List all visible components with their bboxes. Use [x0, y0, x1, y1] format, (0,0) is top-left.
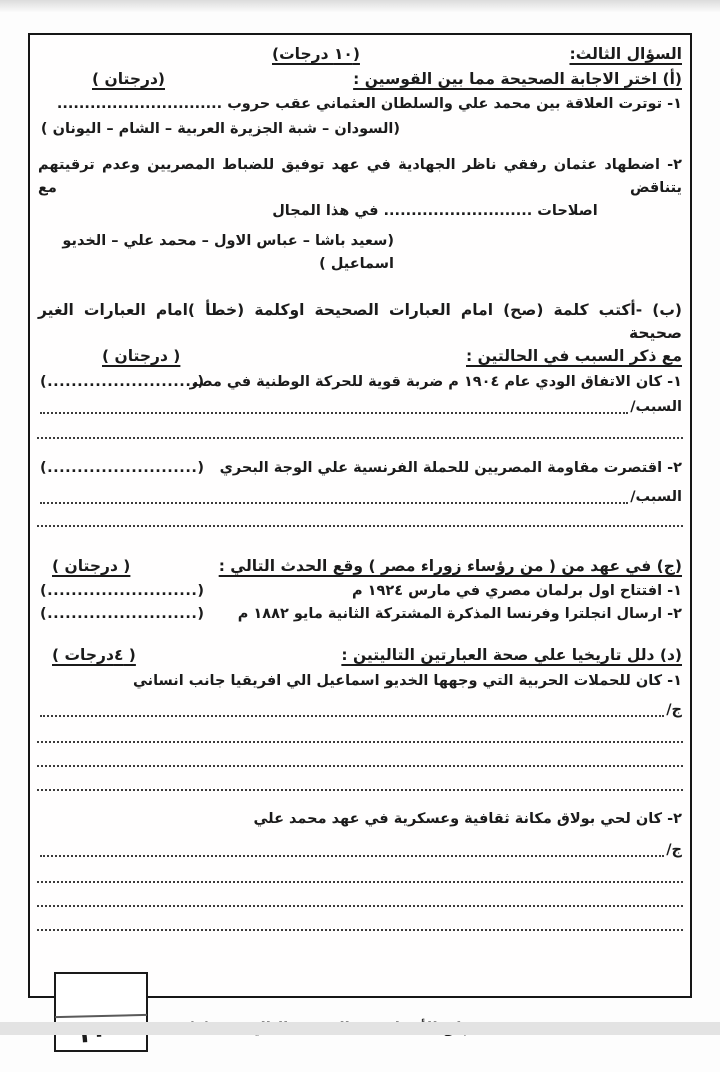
section-b-question-1-answer-blank: (.........................) — [40, 374, 205, 390]
section-d-question-1: ١- كان للحملات الحربية التي وجهها الخديو اسماعيل الي افريقيا جانب انساني — [132, 673, 682, 689]
section-b-question-1 — [30, 371, 690, 394]
section-b-heading-row2 — [30, 345, 690, 368]
scan-top-edge — [0, 0, 720, 12]
answer-2-dotted-leader — [40, 841, 664, 857]
section-a-question-2-line2: اصلاحات ........................... في هذا المجال — [272, 203, 598, 219]
section-d-heading-row — [30, 644, 690, 667]
exam-paper-frame — [28, 33, 692, 998]
section-a-heading-row — [30, 68, 690, 91]
score-box-divider — [55, 1014, 147, 1018]
scan-bottom-edge — [0, 1022, 720, 1035]
total-marks: (١٠ درجات) — [272, 45, 360, 63]
section-b-marks: ( درجتان ) — [102, 347, 181, 365]
section-c-question-1 — [30, 580, 690, 603]
section-a-marks: (درجتان ) — [92, 70, 165, 88]
answer-dotted-line — [37, 753, 683, 767]
section-b-question-1-text: ١- كان الاتفاق الودي عام ١٩٠٤ م ضربة قوية للحركة الوطنية في مصر — [189, 374, 682, 390]
section-c-question-2-text: ٢- ارسال انجلترا وفرنسا المذكرة المشتركة الثانية مايو ١٨٨٢ م — [237, 606, 682, 622]
section-b-question-2-answer-blank: (.........................) — [40, 460, 205, 476]
answer-label: ج/ — [666, 702, 682, 718]
section-a-heading: (أ) اختر الاجابة الصحيحة مما بين القوسين : — [353, 70, 682, 88]
section-c-question-1-answer-blank: (.........................) — [40, 583, 205, 599]
answer-dotted-line — [37, 513, 683, 527]
section-a-question-2-line1: ٢- اضطهاد عثمان رفقي ناظر الجهادية في عهد توفيق للضباط المصريين وعدم ترقيتهم يتناقض مع — [38, 157, 682, 196]
section-a-question-1: ١- توترت العلاقة بين محمد علي والسلطان العثماني عقب حروب .............................. — [56, 96, 682, 112]
reason-label: السبب/ — [630, 489, 682, 505]
section-a-question-2 — [30, 154, 690, 223]
section-d-question-2: ٢- كان لحي بولاق مكانة ثقافية وعسكرية في عهد محمد علي — [253, 811, 682, 827]
answer-1-dotted-leader — [40, 701, 664, 717]
section-c-question-2-answer-blank: (.........................) — [40, 606, 205, 622]
section-c-heading: (ج) في عهد من ( من رؤساء زوراء مصر ) وقع الحدث التالي : — [218, 557, 682, 575]
reason-1-dotted-leader — [40, 398, 628, 414]
section-c-heading-row — [30, 555, 690, 578]
reason-label: السبب/ — [630, 399, 682, 415]
section-b-reason-2 — [30, 486, 690, 509]
section-d-heading: (د) دلل تاريخيا علي صحة العبارتين التاليتين : — [341, 646, 682, 664]
section-b-question-2 — [30, 457, 690, 480]
section-c-marks: ( درجتان ) — [52, 557, 131, 575]
section-c-question-2 — [30, 603, 690, 626]
answer-label: ج/ — [666, 842, 682, 858]
section-b-heading-line1: (ب) -أكتب كلمة (صح) امام العبارات الصحيحة اوكلمة (خطأ )امام العبارات الغير صحيحة — [38, 301, 682, 342]
section-b-heading-line2: مع ذكر السبب في الحالتين : — [466, 347, 682, 365]
question-title: السؤال الثالث: — [569, 45, 682, 63]
answer-dotted-line — [37, 917, 683, 931]
answer-dotted-line — [37, 425, 683, 439]
section-b-question-2-text: ٢- اقتصرت مقاومة المصريين للحملة الفرنسية علي الوجة البحري — [219, 460, 682, 476]
section-d-answer-2 — [30, 839, 690, 862]
answer-dotted-line — [37, 729, 683, 743]
section-a-question-1-options: (السودان – شبة الجزيرة العربية – الشام – اليونان ) — [40, 121, 400, 137]
section-d-answer-1 — [30, 699, 690, 722]
section-d-marks: ( ٤درجات ) — [52, 646, 136, 664]
answer-dotted-line — [37, 869, 683, 883]
answer-dotted-line — [37, 777, 683, 791]
section-b-reason-1 — [30, 396, 690, 419]
answer-dotted-line — [37, 893, 683, 907]
section-c-question-1-text: ١- افتتاح اول برلمان مصري في مارس ١٩٢٤ م — [351, 583, 682, 599]
score-box — [54, 972, 148, 1052]
section-a-question-2-options: (سعيد باشا – عباس الاول – محمد علي – الخديو اسماعيل ) — [62, 233, 394, 272]
header-row — [30, 43, 690, 66]
reason-2-dotted-leader — [40, 488, 628, 504]
